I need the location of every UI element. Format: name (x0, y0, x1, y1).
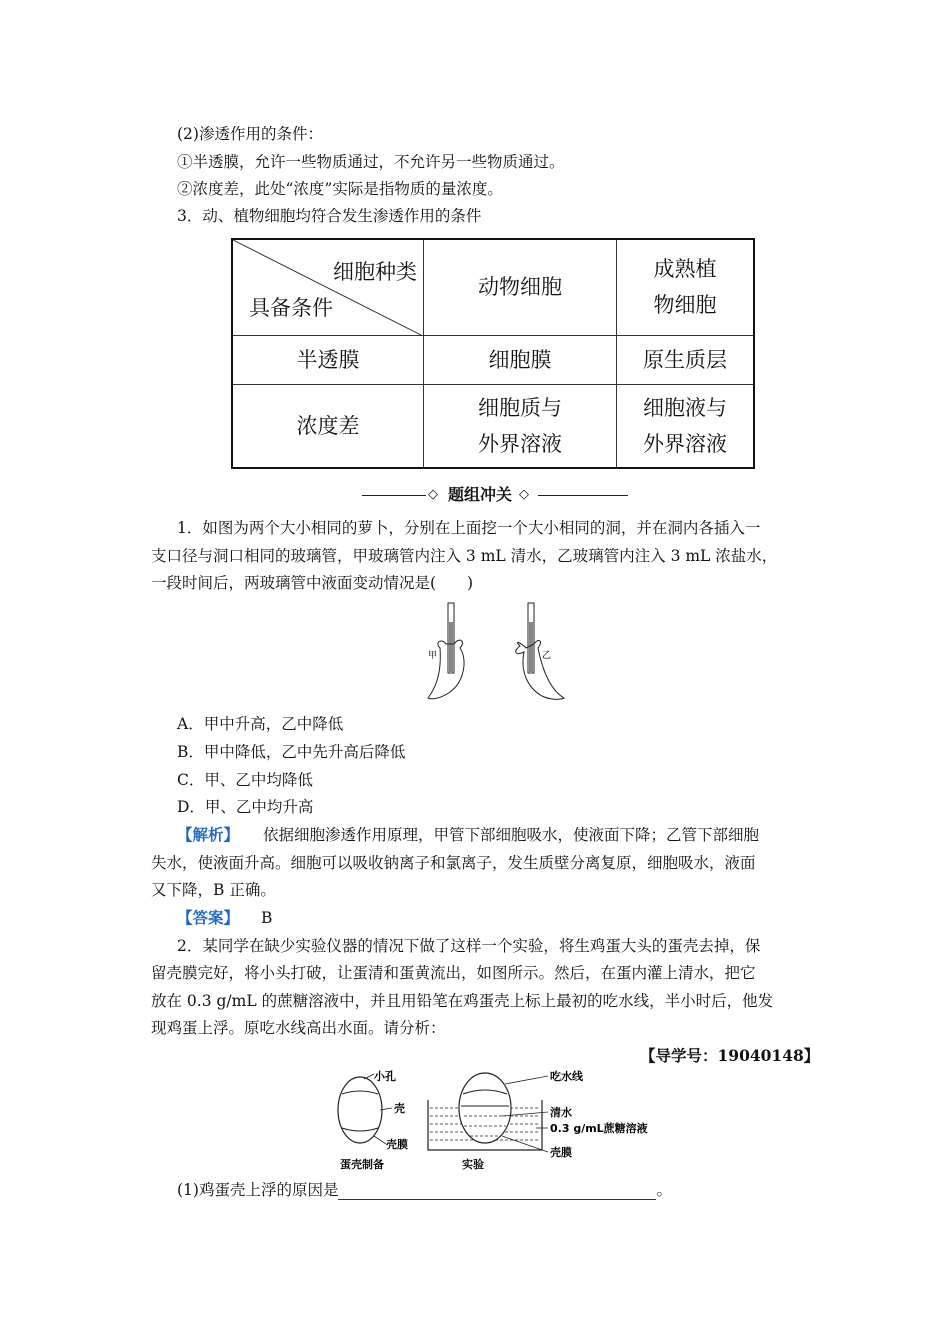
label-hole: 小孔 (374, 1070, 396, 1083)
answer-value: B (261, 909, 273, 927)
left-radish (428, 640, 464, 699)
intro-line-1: (2)渗透作用的条件： (177, 125, 323, 143)
row-label-semipermeable: 半透膜 (232, 335, 424, 384)
analysis-tag: 【解析】 (177, 825, 240, 844)
q1-line-2: 支口径与洞口相同的玻璃管，甲玻璃管内注入 3 mL 清水，乙玻璃管内注入 3 mL 浓盐水， (151, 547, 778, 565)
plant-cell-line-1: 成熟植 (653, 257, 717, 282)
right-radish (516, 641, 564, 700)
guide-number: 【导学号：19040148】 (640, 1046, 820, 1065)
beaker-with-egg (428, 1073, 548, 1152)
cell-cytoplasm-solution (424, 384, 617, 468)
q1-option-a: A．甲中升高，乙中降低 (177, 715, 344, 733)
table-header-animal-cell: 动物细胞 (424, 239, 617, 335)
cell-membrane: 细胞膜 (424, 335, 617, 384)
q2-sub1-suffix: 。 (656, 1181, 672, 1199)
conditions-table (231, 238, 755, 469)
q2-sub1-prefix: (1)鸡蛋壳上浮的原因是 (177, 1181, 339, 1199)
label-shell: 壳 (394, 1102, 405, 1115)
cytoplasm-line-1: 细胞质与 (478, 395, 562, 420)
q2-line-2: 留壳膜完好，将小头打破，让蛋清和蛋黄流出，如图所示。然后，在蛋内灌上清水，把它 (151, 964, 756, 982)
label-membrane-left: 壳膜 (386, 1138, 408, 1151)
label-membrane-right: 壳膜 (550, 1146, 572, 1159)
intro-line-4: 3．动、植物细胞均符合发生渗透作用的条件 (177, 207, 482, 225)
fig-label-yi: 乙 (542, 651, 552, 661)
q2-line-3: 放在 0.3 g/mL 的蔗糖溶液中，并且用铅笔在鸡蛋壳上标上最初的吃水线，半小时后，他发 (151, 992, 774, 1010)
row-label-concentration: 浓度差 (232, 384, 424, 468)
egg-experiment-figure (330, 1070, 660, 1174)
intro-line-3: ②浓度差，此处“浓度”实际是指物质的量浓度。 (177, 180, 503, 198)
section-title: 题组冲关 (448, 485, 513, 504)
answer-blank[interactable] (338, 1183, 656, 1200)
caption-experiment: 实验 (462, 1158, 484, 1171)
table-header-diagonal-cell (232, 239, 424, 335)
label-sucrose: 0.3 g/mL蔗糖溶液 (550, 1122, 648, 1135)
q1-line-1: 1．如图为两个大小相同的萝卜，分别在上面挖一个大小相同的洞，并在洞内各插入一 (177, 519, 761, 537)
table-header-conditions: 具备条件 (249, 296, 333, 320)
table-header-cell-type: 细胞种类 (333, 260, 417, 284)
left-glass-tube (448, 603, 454, 673)
q1-analysis-line-1 (177, 825, 759, 845)
table-header-plant-cell (617, 239, 755, 335)
q1-answer-line (177, 908, 272, 928)
radish-figure (420, 600, 570, 705)
fig-label-jia: 甲 (428, 651, 438, 661)
intro-line-2: ①半透膜，允许一些物质通过，不允许另一些物质通过。 (177, 153, 565, 171)
q1-option-d: D．甲、乙中均升高 (177, 798, 314, 816)
diamond-icon: ◇ (428, 487, 438, 502)
section-divider (362, 484, 628, 506)
cell-protoplasm-layer: 原生质层 (617, 335, 755, 384)
q1-line-3: 一段时间后，两玻璃管中液面变动情况是( ) (151, 574, 474, 592)
cell-sap-line-1: 细胞液与 (643, 395, 727, 420)
analysis-text-1: 依据细胞渗透作用原理，甲管下部细胞吸水，使液面下降；乙管下部细胞 (263, 826, 760, 844)
label-waterline: 吃水线 (550, 1070, 583, 1083)
q2-line-1: 2．某同学在缺少实验仪器的情况下做了这样一个实验，将生鸡蛋大头的蛋壳去掉，保 (177, 937, 761, 955)
q1-analysis-line-3: 又下降，B 正确。 (151, 881, 276, 899)
q1-option-c: C．甲、乙中均降低 (177, 771, 313, 789)
caption-eggshell-prep: 蛋壳制备 (340, 1158, 384, 1171)
diamond-icon: ◇ (519, 487, 529, 502)
q2-line-4: 现鸡蛋上浮。原吃水线高出水面。请分析： (151, 1019, 446, 1037)
q1-analysis-line-2: 失水，使液面升高。细胞可以吸收钠离子和氯离子，发生质壁分离复原，细胞吸水，液面 (151, 854, 756, 872)
label-water: 清水 (550, 1106, 572, 1119)
right-glass-tube (528, 603, 534, 673)
plant-cell-line-2: 物细胞 (653, 293, 717, 318)
eggshell-preparation (338, 1074, 392, 1144)
q1-option-b: B．甲中降低，乙中先升高后降低 (177, 743, 406, 761)
cell-sap-line-2: 外界溶液 (643, 431, 727, 456)
cell-sap-solution (617, 384, 755, 468)
answer-tag: 【答案】 (177, 908, 240, 927)
q2-sub1-line (177, 1180, 672, 1200)
cytoplasm-line-2: 外界溶液 (478, 431, 562, 456)
